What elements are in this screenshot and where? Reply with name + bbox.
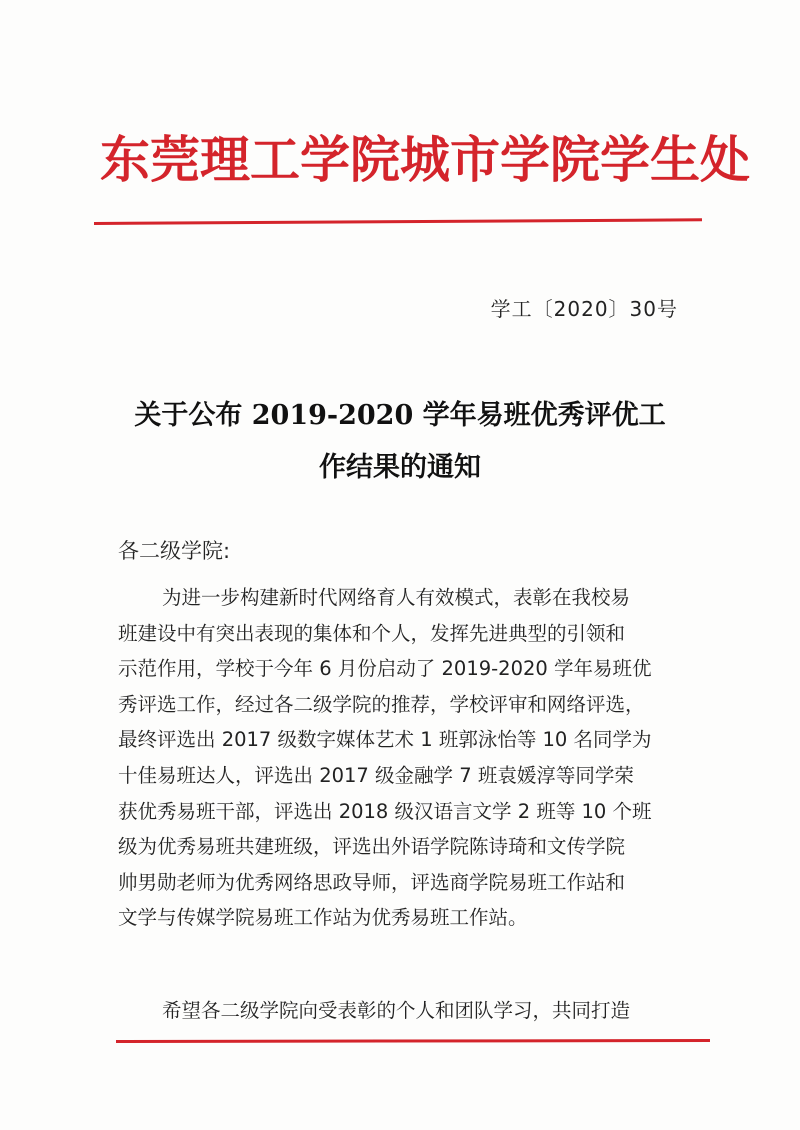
document-number: 学工〔2020〕30号: [490, 297, 678, 321]
notice-title: [110, 390, 690, 494]
org-masthead: 东莞理工学院城市学院学生处: [100, 130, 750, 189]
footer-red-rule: [116, 1039, 710, 1043]
body-line: 级为优秀易班共建班级，评选出外语学院陈诗琦和文传学院: [118, 835, 626, 859]
body-line: 帅男勋老师为优秀网络思政导师，评选商学院易班工作站和: [118, 870, 626, 894]
body-line: 获优秀易班干部，评选出 2018 级汉语言文学 2 班等 10 个班: [118, 799, 652, 823]
notice-title-line-2: 作结果的通知: [319, 452, 481, 483]
body-paragraph-2: 希望各二级学院向受表彰的个人和团队学习，共同打造: [162, 999, 631, 1022]
masthead-red-rule: [94, 218, 702, 225]
body-line: 示范作用，学校于今年 6 月份启动了 2019-2020 学年易班优: [118, 657, 652, 681]
body-line: 十佳易班达人，评选出 2017 级金融学 7 班袁媛淳等同学荣: [118, 763, 634, 787]
body-line: 文学与传媒学院易班工作站为优秀易班工作站。: [118, 906, 528, 930]
body-line: 最终评选出 2017 级数字媒体艺术 1 班郭泳怡等 10 名同学为: [118, 728, 652, 752]
notice-title-line-1: 关于公布 2019-2020 学年易班优秀评优工: [134, 400, 666, 431]
body-paragraph-1: [118, 580, 690, 936]
salutation: 各二级学院:: [118, 539, 231, 563]
body-line: 秀评选工作，经过各二级学院的推荐，学校评审和网络评选，: [118, 692, 645, 716]
body-line: 班建设中有突出表现的集体和个人，发挥先进典型的引领和: [118, 621, 626, 645]
body-line: 为进一步构建新时代网络育人有效模式，表彰在我校易: [162, 586, 631, 609]
